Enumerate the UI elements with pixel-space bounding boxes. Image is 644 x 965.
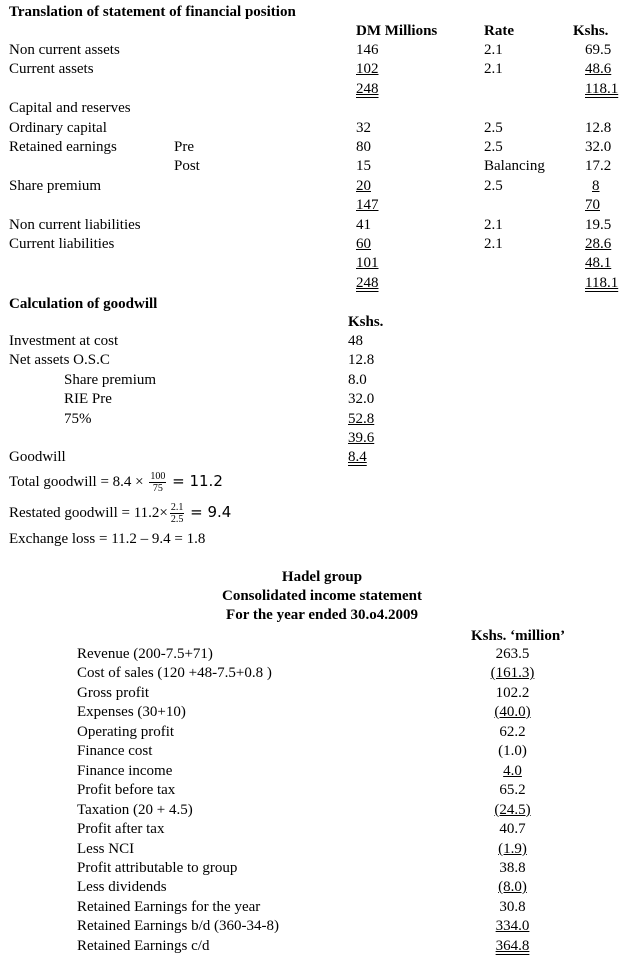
sofp-row-ksh-value: 48.6: [585, 61, 612, 77]
income-row-label: Cost of sales (120 +48-7.5+0.8 ): [77, 665, 272, 681]
goodwill-row-label: RIE Pre: [64, 391, 112, 407]
sofp-row-ksh-value: 118.1: [585, 81, 619, 97]
income-row-value: 334.0: [495, 918, 530, 934]
goodwill-row-value: 8.4: [348, 449, 367, 465]
sofp-row-rate: 2.1: [484, 61, 503, 77]
sofp-row-label: Retained earnings: [9, 139, 117, 155]
sofp-row-sublabel: Post: [174, 158, 200, 174]
sofp-row-ksh-value: 8: [592, 178, 600, 194]
income-row-value: 40.7: [499, 821, 526, 837]
income-row-label: Less dividends: [77, 879, 167, 895]
sofp-row-ksh-value: 118.1: [585, 275, 619, 291]
income-row-label: Revenue (200-7.5+71): [77, 646, 213, 662]
fraction-denominator: 2.5: [170, 514, 184, 526]
sofp-row-sublabel: Pre: [174, 139, 194, 155]
sofp-row-dm-value: 101: [356, 255, 379, 271]
income-title-statement: Consolidated income statement: [222, 588, 422, 604]
income-title-company: Hadel group: [281, 569, 363, 585]
sofp-row-ksh-value: 19.5: [585, 217, 612, 233]
sofp-row-rate: 2.1: [484, 217, 503, 233]
sofp-row-rate: Balancing: [484, 158, 545, 174]
goodwill-row-value: 12.8: [348, 352, 375, 368]
income-row-label: Profit before tax: [77, 782, 176, 798]
income-row-value: 102.2: [495, 685, 530, 701]
restated-goodwill-formula: [9, 501, 231, 525]
income-row-label: Expenses (30+10): [77, 704, 186, 720]
sofp-row-dm-value: 248: [356, 81, 379, 97]
sofp-row-ksh-value: 28.6: [585, 236, 612, 252]
sofp-row-label: Ordinary capital: [9, 120, 107, 136]
income-row-label: Retained Earnings for the year: [77, 899, 261, 915]
exchange-loss: Exchange loss = 11.2 – 9.4 = 1.8: [9, 531, 206, 547]
goodwill-row-value: 48: [348, 333, 363, 349]
sofp-row-rate: 2.5: [484, 120, 503, 136]
income-row-label: Less NCI: [77, 841, 135, 857]
income-row-value: 65.2: [499, 782, 526, 798]
income-row-value: 38.8: [499, 860, 526, 876]
goodwill-row-label: Investment at cost: [9, 333, 119, 349]
income-row-label: Profit attributable to group: [77, 860, 238, 876]
sofp-row-dm-value: 20: [356, 178, 371, 194]
goodwill-row-value: 39.6: [348, 430, 375, 446]
income-row-value: 263.5: [495, 646, 530, 662]
sofp-row-dm-value: 147: [356, 197, 379, 213]
income-row-value: 62.2: [499, 724, 526, 740]
goodwill-row-value: 52.8: [348, 411, 375, 427]
total-goodwill-rhs: = 11.2: [172, 472, 223, 490]
restated-goodwill-fraction: [170, 502, 185, 525]
sofp-header-rate: Rate: [484, 23, 514, 39]
income-row-label: Finance income: [77, 763, 173, 779]
restated-goodwill-rhs: = 9.4: [190, 503, 232, 521]
goodwill-row-label: Net assets O.S.C: [9, 352, 110, 368]
goodwill-title: Calculation of goodwill: [9, 296, 158, 312]
sofp-header-ksh: Kshs.: [573, 23, 609, 39]
goodwill-header: Kshs.: [348, 314, 384, 330]
sofp-row-label: Non current assets: [9, 42, 120, 58]
goodwill-row-label: Share premium: [64, 372, 157, 388]
income-row-value: (8.0): [498, 879, 527, 895]
income-row-value: (1.9): [498, 841, 527, 857]
income-row-label: Retained Earnings b/d (360-34-8): [77, 918, 280, 934]
sofp-row-rate: 2.1: [484, 236, 503, 252]
income-row-label: Taxation (20 + 4.5): [77, 802, 193, 818]
goodwill-row-value: 8.0: [348, 372, 367, 388]
goodwill-row-label: 75%: [64, 411, 92, 427]
income-row-value: 4.0: [503, 763, 522, 779]
sofp-row-label: Capital and reserves: [9, 100, 131, 116]
sofp-row-dm-value: 15: [356, 158, 371, 174]
sofp-row-dm-value: 102: [356, 61, 379, 77]
total-goodwill-fraction: [149, 471, 166, 494]
sofp-row-rate: 2.5: [484, 139, 503, 155]
sofp-row-dm-value: 80: [356, 139, 371, 155]
fraction-numerator: 2.1: [170, 502, 184, 514]
income-row-value: (161.3): [490, 665, 535, 681]
sofp-row-rate: 2.5: [484, 178, 503, 194]
sofp-row-ksh-value: 32.0: [585, 139, 612, 155]
income-row-value: (40.0): [494, 704, 531, 720]
sofp-row-ksh-value: 12.8: [585, 120, 612, 136]
sofp-title: Translation of statement of financial position: [9, 4, 296, 20]
income-row-value: 364.8: [495, 938, 530, 954]
income-row-label: Retained Earnings c/d: [77, 938, 210, 954]
total-goodwill-lhs: Total goodwill = 8.4 ×: [9, 474, 144, 490]
sofp-row-dm-value: 248: [356, 275, 379, 291]
income-row-label: Operating profit: [77, 724, 175, 740]
sofp-row-ksh-value: 69.5: [585, 42, 612, 58]
sofp-row-label: Non current liabilities: [9, 217, 141, 233]
restated-goodwill-lhs: Restated goodwill = 11.2×: [9, 505, 168, 521]
total-goodwill-formula: [9, 470, 223, 494]
income-row-label: Gross profit: [77, 685, 150, 701]
sofp-row-label: Share premium: [9, 178, 102, 194]
income-row-value: 30.8: [499, 899, 526, 915]
sofp-row-dm-value: 32: [356, 120, 371, 136]
fraction-denominator: 75: [152, 483, 163, 495]
sofp-row-ksh-value: 48.1: [585, 255, 612, 271]
sofp-row-rate: 2.1: [484, 42, 503, 58]
sofp-row-ksh-value: 70: [585, 197, 600, 213]
fraction-numerator: 100: [150, 471, 166, 483]
goodwill-row-value: 32.0: [348, 391, 375, 407]
income-header: Kshs. ‘million’: [471, 628, 566, 644]
sofp-row-dm-value: 60: [356, 236, 371, 252]
income-row-value: (1.0): [498, 743, 527, 759]
sofp-row-ksh-value: 17.2: [585, 158, 612, 174]
income-row-value: (24.5): [494, 802, 531, 818]
sofp-row-dm-value: 41: [356, 217, 371, 233]
income-title-period: For the year ended 30.o4.2009: [226, 607, 418, 623]
sofp-row-label: Current assets: [9, 61, 94, 77]
income-row-label: Profit after tax: [77, 821, 165, 837]
income-row-label: Finance cost: [77, 743, 153, 759]
sofp-row-dm-value: 146: [356, 42, 379, 58]
sofp-header-dm: DM Millions: [356, 23, 438, 39]
sofp-row-label: Current liabilities: [9, 236, 115, 252]
goodwill-row-label: Goodwill: [9, 449, 66, 465]
